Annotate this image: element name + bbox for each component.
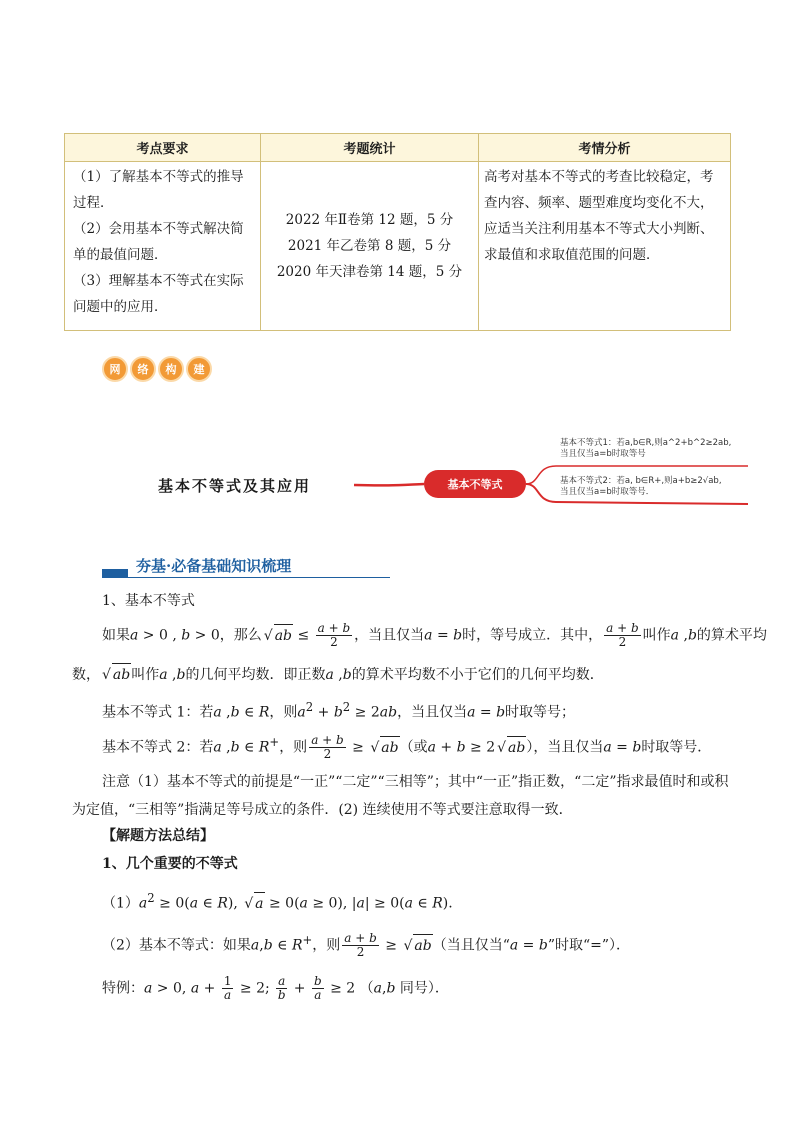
method-summary-title: 【解题方法总结】 — [102, 828, 214, 844]
branch-line: 当且仅当a=b时取等号 — [560, 449, 646, 459]
special-cases: 特例：a > 0, a + $\frac{1}{a}$ ≥ 2; $\frac{a}{b}$ + $\frac{b}{a}$ ≥ 2 （a,b 同号）． — [102, 974, 449, 1002]
mindmap-branch-2 — [560, 476, 722, 498]
text: ，当且仅当 — [354, 627, 425, 644]
heading-basic-inequality: 1、基本不等式 — [102, 593, 195, 609]
text: （或 — [399, 739, 428, 756]
text: ”时取“=”）． — [547, 937, 631, 954]
text: （当且仅当“ — [432, 937, 510, 954]
note-line1: 注意（1）基本不等式的前提是“一正”“二定”“三相等”；其中“一正”指正数，“二定”指求最值时和或积 — [102, 774, 729, 790]
header-statistics: 考题统计 — [261, 134, 479, 162]
text: 特例： — [102, 980, 144, 997]
analysis-cell — [479, 162, 731, 331]
requirement-line: 问题中的应用． — [73, 299, 168, 315]
mindmap-title: 基本不等式及其应用 — [158, 477, 312, 495]
text: 的几何平均数．即正数 — [185, 667, 326, 683]
requirement-line: （1）了解基本不等式的推导 — [73, 169, 244, 185]
text: 叫作 — [642, 627, 671, 644]
text: 基本不等式 1：若 — [102, 704, 214, 721]
text: ，则 — [279, 739, 308, 756]
text: （1） — [102, 895, 139, 912]
analysis-line: 应适当关注利用基本不等式大小判断、 — [484, 221, 714, 237]
text: ，当且仅当 — [397, 704, 468, 721]
requirements-cell — [65, 162, 261, 331]
requirement-line: 单的最值问题． — [73, 247, 168, 263]
basic-inequality-2: 基本不等式 2：若a ,b ∈ R+，则 $\frac{a + b}{2}$ ≥ √ ab（或a + b ≥ 2 √ ab），当且仅当a = b时取等号． — [102, 733, 712, 762]
text: （ — [359, 980, 374, 997]
requirement-line: （3）理解基本不等式在实际 — [73, 273, 244, 289]
text: ，则 — [312, 937, 341, 954]
requirement-line: 过程． — [73, 195, 114, 211]
note-line2: 为定值，“三相等”指满足等号成立的条件．(2) 连续使用不等式要注意取得一致． — [72, 802, 573, 818]
text: ），当且仅当 — [526, 739, 604, 756]
text: 时，等号成立．其中， — [462, 627, 603, 644]
paragraph-definition-line1: 如果a > 0 , b > 0，那么 √ ab ≤ $\frac{a + b}{2}$ ，当且仅当a = b时，等号成立．其中， $\frac{a + b}{2}$ 叫作a ,b的算术平均 — [102, 621, 767, 649]
text: （2）基本不等式：如果 — [102, 937, 251, 954]
text: ，那么 — [219, 627, 262, 644]
text: 数， — [72, 667, 100, 683]
text: 的算术平均数不小于它们的几何平均数． — [351, 667, 604, 683]
analysis-line: 高考对基本不等式的考查比较稳定，考 — [484, 169, 714, 185]
banner-char: 构 — [158, 356, 184, 382]
text: 基本不等式 2：若 — [102, 739, 214, 756]
text: 如果 — [102, 627, 130, 644]
section-header — [102, 555, 390, 578]
stat-line: 2021 年乙卷第 8 题，5 分 — [287, 238, 452, 254]
banner-char: 络 — [130, 356, 156, 382]
section-header-bar — [102, 569, 128, 577]
branch-line: 基本不等式2：若a, b∈R+,则a+b≥2√ab, — [560, 476, 722, 486]
header-requirements: 考点要求 — [65, 134, 261, 162]
basic-inequality-1: 基本不等式 1：若a ,b ∈ R，则$a^2 + b^2 \ge 2ab$，当且仅当a = b时取等号； — [102, 700, 576, 721]
paragraph-definition-line2: 数， √ ab叫作a ,b的几何平均数．即正数a ,b的算术平均数不小于它们的几何平均数． — [72, 663, 604, 686]
stat-line: 2020 年天津卷第 14 题，5 分 — [276, 264, 463, 280]
requirement-line: （2）会用基本不等式解决简 — [73, 221, 244, 237]
text: 同号）． — [399, 980, 449, 997]
banner-char: 建 — [186, 356, 212, 382]
text: 时取等号． — [641, 739, 712, 756]
table-row — [65, 162, 731, 331]
inequality-item-1: $(1)a^2 \ge 0(a$ ∈ R), √ a ≥ 0(a ≥ 0), |a| ≥ 0(a ∈ R). — [102, 887, 453, 915]
branch-line: 当且仅当a=b时取等号． — [560, 487, 655, 497]
heading-important-inequalities: 1、几个重要的不等式 — [102, 856, 238, 872]
banner-char: 网 — [102, 356, 128, 382]
section-header-text: 夯基·必备基础知识梳理 — [136, 557, 292, 575]
header-analysis: 考情分析 — [479, 134, 731, 162]
mindmap-center-node: 基本不等式 — [424, 470, 526, 498]
text: ，则 — [269, 704, 298, 721]
analysis-line: 求最值和求取值范围的问题． — [484, 247, 660, 263]
text: 时取等号； — [505, 704, 576, 721]
text: 的算术平均 — [696, 627, 767, 644]
text: 叫作 — [131, 667, 160, 683]
analysis-line: 查内容、频率、题型难度均变化不大， — [484, 195, 714, 211]
table-header-row — [65, 134, 731, 162]
branch-line: 基本不等式1：若a,b∈R,则a^2+b^2≥2ab, — [560, 438, 732, 448]
mindmap-branch-1 — [560, 438, 731, 460]
network-construction-banner — [102, 356, 212, 382]
stat-line: 2022 年Ⅱ卷第 12 题，5 分 — [285, 212, 454, 228]
statistics-cell — [261, 162, 479, 331]
exam-requirements-table — [64, 133, 731, 331]
inequality-item-2: （2）基本不等式：如果a,b ∈ R+，则 $\frac{a + b}{2}$ ≥ √ ab（当且仅当“a = b”时取“=”）． — [102, 931, 631, 960]
